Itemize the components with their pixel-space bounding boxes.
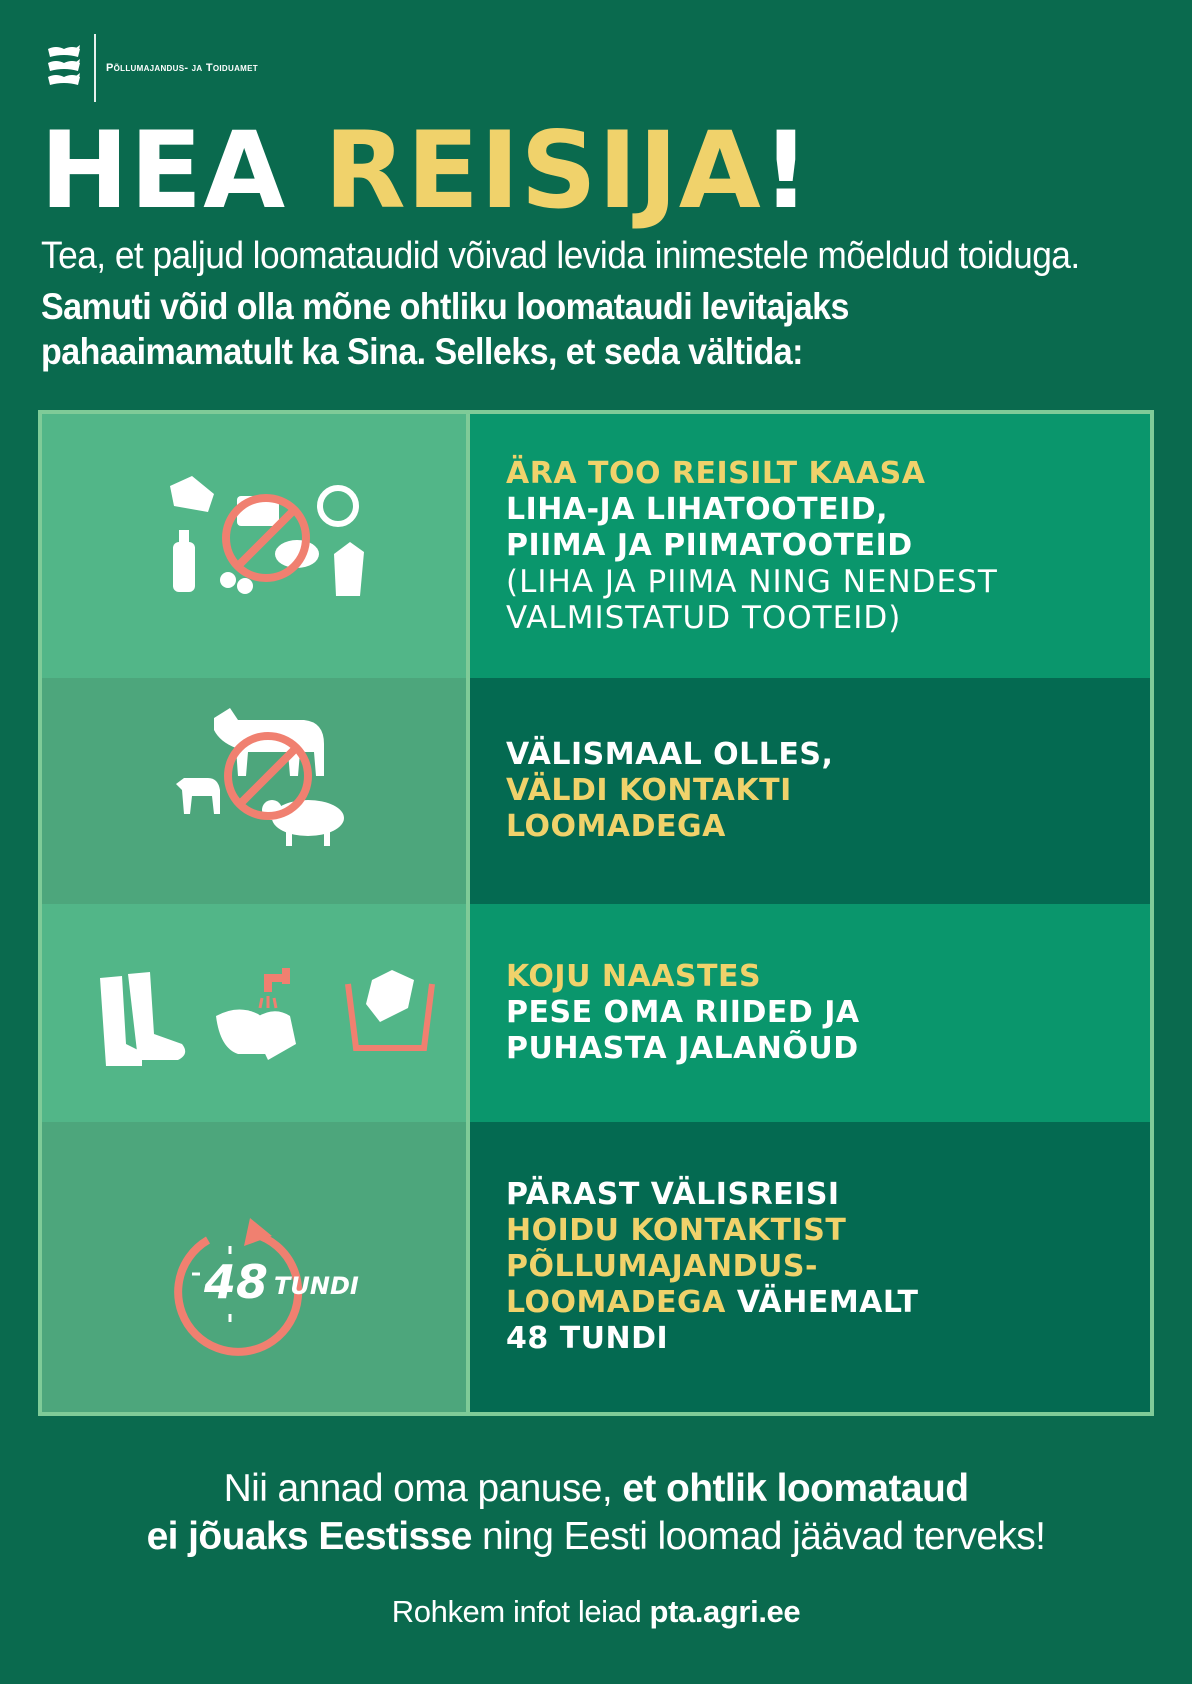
footer-bold: et ohtlik loomataud (622, 1467, 969, 1510)
no-meat-dairy-icon (42, 414, 466, 678)
advice-highlight: ÄRA TOO REISILT KAASA (506, 456, 926, 491)
advice-line-mixed (506, 1285, 919, 1321)
website-link[interactable]: pta.agri.ee (649, 1594, 801, 1629)
advice-note: VALMISTATUD TOOTEID) (506, 600, 902, 636)
info-text: Rohkem infot leiad (391, 1594, 650, 1629)
advice-grid (38, 410, 1154, 1416)
advice-line: PUHASTA JALANÕUD (506, 1031, 859, 1066)
advice-text-cell (470, 904, 1150, 1122)
header-divider (94, 34, 96, 102)
advice-icon-cell (42, 1122, 470, 1412)
48-hours-icon (42, 1122, 466, 1412)
advice-highlight: KOJU NAASTES (506, 959, 762, 994)
advice-line: PIIMA JA PIIMATOOTEID (506, 528, 913, 563)
advice-line: VÄLISMAAL OLLES, (506, 737, 834, 772)
footer-text: Nii annad oma panuse, (223, 1467, 623, 1510)
advice-text (470, 737, 833, 845)
advice-icon-cell (42, 678, 470, 904)
page-title (40, 109, 812, 232)
advice-icon-cell (42, 414, 470, 678)
hours-number: 48 (204, 1255, 269, 1309)
intro (41, 234, 1161, 374)
advice-text (470, 1177, 919, 1357)
agency-name: Põllumajandus- ja Toiduamet (106, 62, 258, 74)
title-exclamation: ! (761, 109, 812, 232)
advice-highlight: LOOMADEGA (506, 1285, 726, 1320)
advice-highlight: PÕLLUMAJANDUS- (506, 1249, 818, 1284)
intro-bold-line-2: pahaaimamatult ka Sina. Selleks, et seda vältida: (41, 331, 803, 372)
footer-message (0, 1465, 1192, 1561)
advice-text-cell (470, 1122, 1150, 1412)
advice-line: 48 TUNDI (506, 1321, 669, 1356)
advice-text (470, 959, 860, 1067)
header (44, 34, 258, 102)
advice-row (42, 1122, 1150, 1412)
advice-row (42, 904, 1150, 1122)
footer-text: ning Eesti loomad jäävad terveks! (471, 1515, 1046, 1558)
advice-note: (LIHA JA PIIMA NING NENDEST (506, 564, 998, 600)
footer-bold: ei jõuaks Eestisse (146, 1515, 472, 1558)
advice-highlight: HOIDU KONTAKTIST (506, 1213, 847, 1248)
intro-bold-text (41, 284, 1071, 374)
estonian-coat-of-arms-icon (44, 43, 84, 93)
advice-line: PÄRAST VÄLISREISI (506, 1177, 840, 1212)
advice-line: LIHA-JA LIHATOOTEID, (506, 492, 889, 527)
advice-text-cell (470, 414, 1150, 678)
no-animal-contact-icon (42, 678, 466, 904)
advice-highlight: VÄLDI KONTAKTI (506, 773, 792, 808)
advice-line: PESE OMA RIIDED JA (506, 995, 860, 1030)
title-part-white: HEA (40, 109, 325, 232)
intro-bold-line-1: Samuti võid olla mõne ohtliku loomataudi levitajaks (41, 286, 849, 327)
intro-line: Tea, et paljud loomataudid võivad levida inimestele mõeldud toiduga. (41, 235, 1080, 277)
footer-info (0, 1594, 1192, 1630)
hours-unit: TUNDI (274, 1272, 359, 1300)
advice-row (42, 414, 1150, 678)
advice-icon-cell (42, 904, 470, 1122)
advice-text (470, 456, 998, 636)
advice-row (42, 678, 1150, 904)
advice-line: VÄHEMALT (725, 1285, 919, 1320)
advice-text-cell (470, 678, 1150, 904)
wash-clothes-boots-icon (42, 904, 466, 1122)
advice-highlight: LOOMADEGA (506, 809, 726, 844)
title-part-yellow: REISIJA (324, 109, 762, 232)
